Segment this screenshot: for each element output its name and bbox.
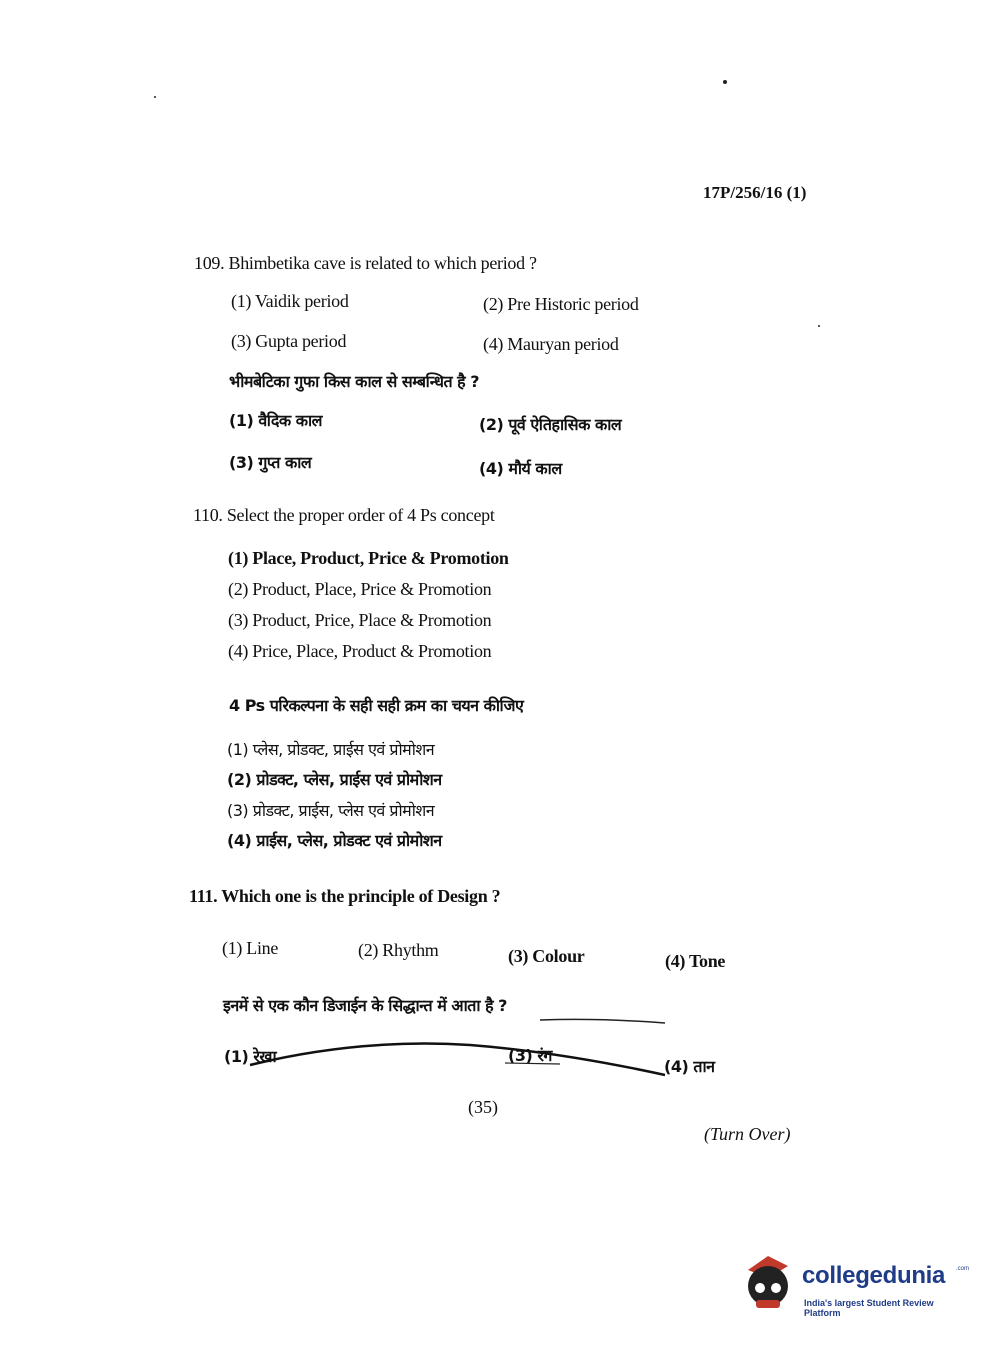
q110-hi-opt4: (4) प्राईस, प्लेस, प्रोडक्ट एवं प्रोमोशन: [227, 831, 442, 850]
collegedunia-logo: [742, 1252, 972, 1322]
q111-opt2: (2) Rhythm: [358, 940, 439, 960]
q109-hi-opt1: (1) वैदिक काल: [229, 411, 323, 430]
q109-question: 109. Bhimbetika cave is related to which period ?: [194, 253, 537, 273]
q110-opt1: (1) Place, Product, Price & Promotion: [228, 548, 509, 568]
q110-hi-opt2: (2) प्रोडक्ट, प्लेस, प्राईस एवं प्रोमोशन: [227, 770, 442, 789]
q111-hi-opt1: (1) रेखा: [224, 1047, 277, 1066]
q111-hi-opt3: (3) रंग: [508, 1046, 552, 1065]
q111-question: 111. Which one is the principle of Design ?: [189, 886, 501, 906]
logo-suffix: .com: [956, 1266, 970, 1272]
q111-opt3: (3) Colour: [508, 946, 585, 966]
q109-hi-opt4: (4) मौर्य काल: [479, 459, 562, 478]
logo-brand: collegedunia: [802, 1262, 946, 1289]
q110-opt2: (2) Product, Place, Price & Promotion: [228, 579, 492, 599]
q109-hi-opt3: (3) गुप्त काल: [229, 453, 312, 472]
q109-opt1: (1) Vaidik period: [231, 291, 349, 311]
q109-hi-opt2: (2) पूर्व ऐतिहासिक काल: [479, 415, 622, 434]
q109-opt4: (4) Mauryan period: [483, 334, 619, 354]
paper-code: 17P/256/16 (1): [703, 183, 807, 202]
q111-opt4: (4) Tone: [665, 951, 726, 971]
q111-opt1: (1) Line: [222, 938, 279, 958]
q110-hi-question: 4 Ps परिकल्पना के सही सही क्रम का चयन कीजिए: [229, 696, 524, 715]
q111-hi-question: इनमें से एक कौन डिजाईन के सिद्धान्त में आता है ?: [223, 996, 507, 1015]
mascot-icon: [742, 1252, 798, 1316]
q111-hi-opt4: (4) तान: [664, 1057, 715, 1076]
q110-opt4: (4) Price, Place, Product & Promotion: [228, 641, 492, 661]
q110-hi-opt1: (1) प्लेस, प्रोडक्ट, प्राईस एवं प्रोमोशन: [227, 740, 435, 759]
q109-hi-question: भीमबेटिका गुफा किस काल से सम्बन्धित है ?: [229, 372, 480, 391]
logo-tagline: India's largest Student Review Platform: [804, 1298, 934, 1318]
q110-opt3: (3) Product, Price, Place & Promotion: [228, 610, 492, 630]
page-number: (35): [468, 1097, 498, 1117]
q110-hi-opt3: (3) प्रोडक्ट, प्राईस, प्लेस एवं प्रोमोशन: [227, 801, 435, 820]
q109-opt2: (2) Pre Historic period: [483, 294, 639, 314]
turn-over: (Turn Over): [704, 1124, 791, 1144]
q110-question: 110. Select the proper order of 4 Ps concept: [193, 505, 495, 525]
q109-opt3: (3) Gupta period: [231, 331, 347, 351]
